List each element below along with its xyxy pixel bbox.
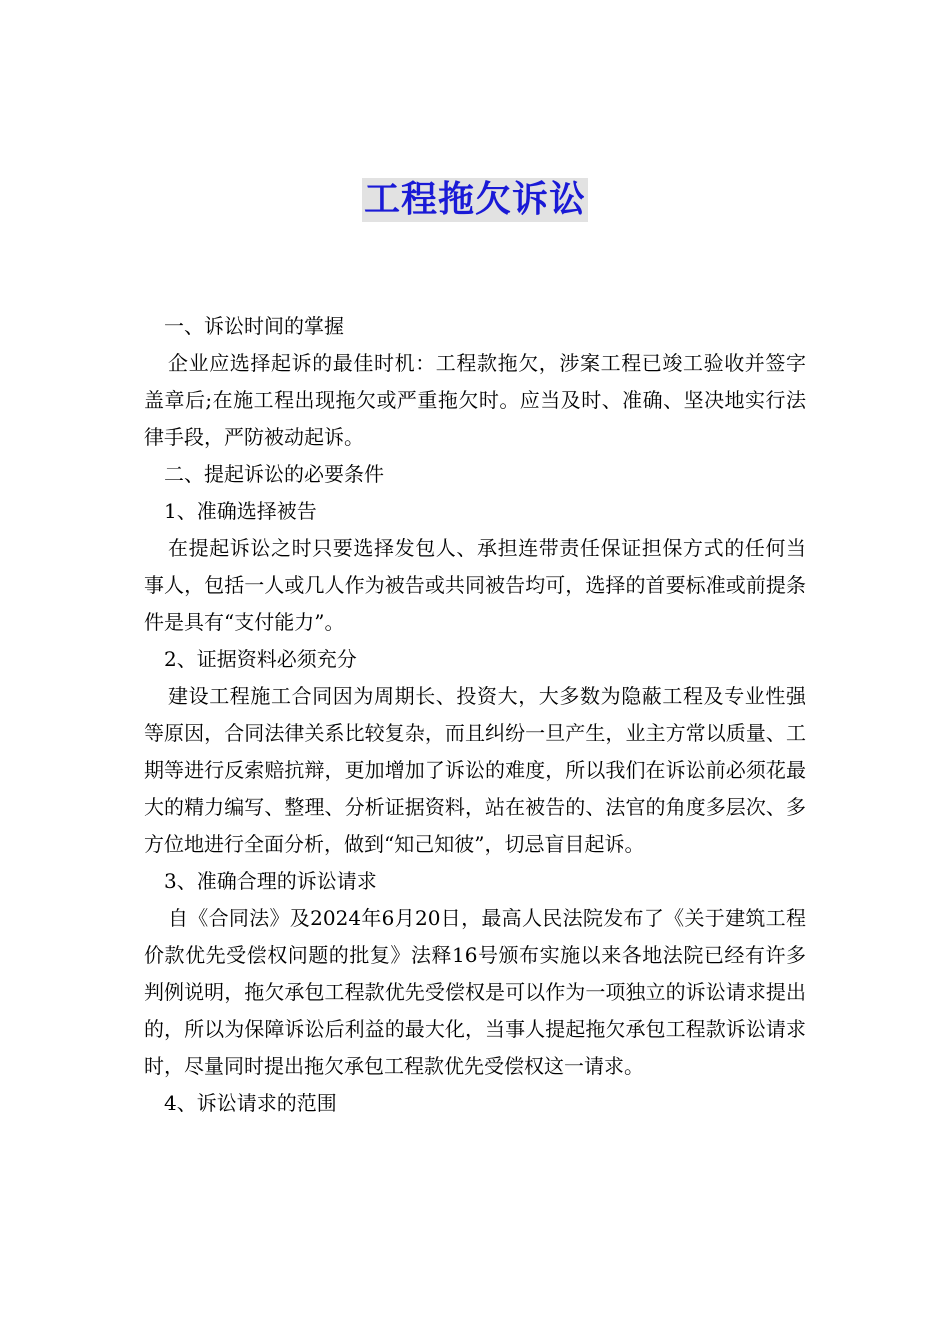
document-title: 工程拖欠诉讼 [363, 179, 586, 220]
subsection-heading: 1、准确选择被告 [164, 499, 317, 523]
title-container [0, 178, 950, 222]
body-paragraph: 自《合同法》及2024年6月20日，最高人民法院发布了《关于建筑工程价款优先受偿权问题的批复》法释16号颁布实施以来各地法院已经有许多判例说明，拖欠承包工程款优先受偿权是可以作为一项独立的诉讼请求提出的，所以为保障诉讼后利益的最大化，当事人提起拖欠承包工程款诉讼请求时，尽量同时提出拖欠承包工程款优先受偿权这一请求。 [144, 906, 806, 1078]
section-heading: 一、诉讼时间的掌握 [164, 314, 344, 338]
body-paragraph: 建设工程施工合同因为周期长、投资大，大多数为隐蔽工程及专业性强等原因，合同法律关系比较复杂，而且纠纷一旦产生，业主方常以质量、工期等进行反索赔抗辩，更加增加了诉讼的难度，所以我们在诉讼前必须花最大的精力编写、整理、分析证据资料，站在被告的、法官的角度多层次、多方位地进行全面分析，做到“知己知彼”，切忌盲目起诉。 [144, 684, 806, 856]
subsection-heading: 4、诉讼请求的范围 [164, 1091, 337, 1115]
body-paragraph: 在提起诉讼之时只要选择发包人、承担连带责任保证担保方式的任何当事人，包括一人或几人作为被告或共同被告均可，选择的首要标准或前提条件是具有“支付能力”。 [144, 536, 806, 634]
body-paragraph: 企业应选择起诉的最佳时机：工程款拖欠，涉案工程已竣工验收并签字盖章后;在施工程出现拖欠或严重拖欠时。应当及时、准确、坚决地实行法律手段，严防被动起诉。 [144, 351, 806, 449]
section-heading: 二、提起诉讼的必要条件 [164, 462, 384, 486]
subsection-heading: 2、证据资料必须充分 [164, 647, 357, 671]
subsection-heading: 3、准确合理的诉讼请求 [164, 869, 377, 893]
document-body [144, 308, 806, 1122]
